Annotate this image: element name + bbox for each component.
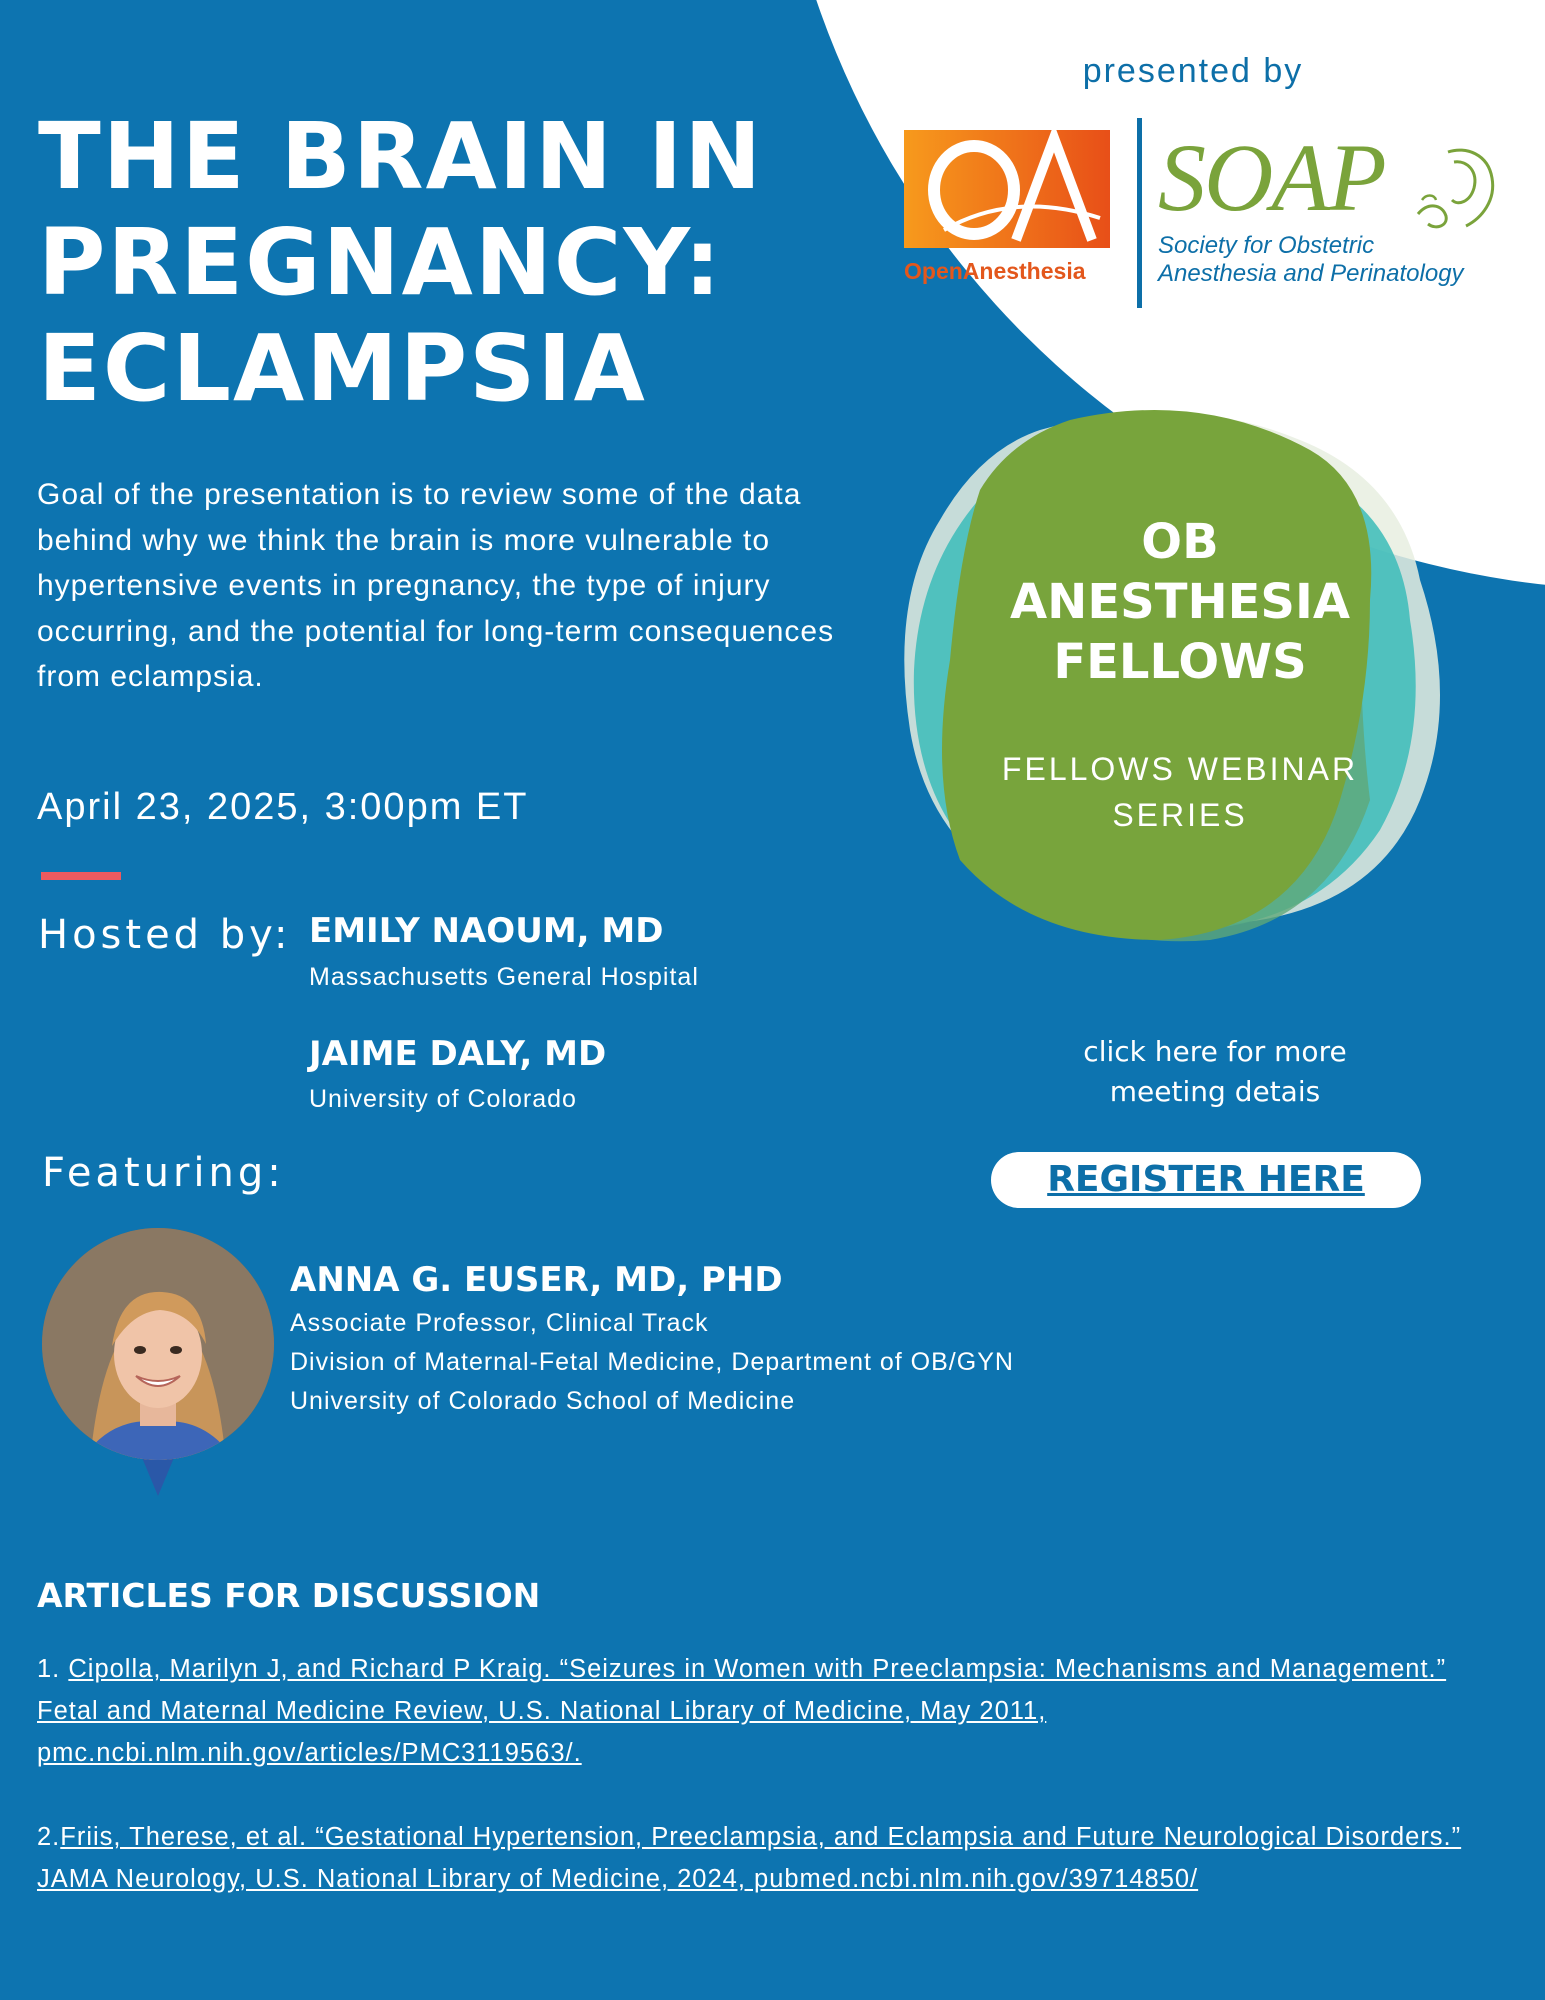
presented-by-label: presented by: [1082, 52, 1304, 90]
page-title: [38, 104, 778, 422]
speaker-affiliation-line: Associate Professor, Clinical Track: [290, 1309, 709, 1337]
article-number: 2.: [37, 1823, 61, 1851]
title-line-3: ECLAMPSIA: [38, 315, 647, 422]
speaker-affiliation-line: University of Colorado School of Medicine: [290, 1387, 796, 1415]
accent-divider: [41, 872, 121, 880]
badge-title-line: OB: [1141, 514, 1219, 570]
article-item: [37, 1648, 1467, 1774]
host-name: EMILY NAOUM, MD: [309, 911, 664, 951]
register-button[interactable]: REGISTER HERE: [991, 1152, 1421, 1208]
soap-tagline-line2: Anesthesia and Perinatology: [1158, 260, 1464, 287]
badge-subtitle: FELLOWS WEBINAR SERIES: [1001, 751, 1359, 833]
logo-divider: [1137, 118, 1142, 308]
event-date: April 23, 2025, 3:00pm ET: [37, 786, 529, 828]
article-link[interactable]: Friis, Therese, et al. “Gestational Hypertension, Preeclampsia, and Eclampsia and Future Neurological Disorders.” JAMA Neurology, U.S. National Library of Medicine, 2024, pubmed.ncbi.nlm.nih.gov/39714850/: [37, 1823, 1462, 1893]
soap-tagline-line1: Society for Obstetric: [1158, 232, 1375, 259]
article-item: [37, 1816, 1467, 1900]
soap-tagline: [1158, 232, 1518, 288]
host-name: JAIME DALY, MD: [309, 1034, 607, 1074]
host-affiliation: University of Colorado: [309, 1085, 577, 1113]
title-line-2: PREGNANCY:: [38, 209, 723, 316]
speaker-photo: [40, 1226, 276, 1496]
openanesthesia-logo: [904, 130, 1114, 290]
speaker-affiliation-line: Division of Maternal-Fetal Medicine, Department of OB/GYN: [290, 1348, 1014, 1376]
badge-title-line: ANESTHESIA: [1010, 574, 1350, 630]
featuring-label: Featuring:: [42, 1150, 285, 1196]
openanesthesia-mark-icon: [904, 130, 1110, 248]
article-link[interactable]: Cipolla, Marilyn J, and Richard P Kraig. “Seizures in Women with Preeclampsia: Mechanisms and Management.” Fetal and Maternal Medicine Review, U.S. National Library of Medicine, May 2011, pmc.ncbi.nlm.nih.gov/articles/PMC3119563/.: [37, 1655, 1447, 1767]
mother-and-baby-icon: [1408, 144, 1506, 236]
meeting-details-note: click here for more meeting detais: [1083, 1035, 1347, 1108]
soap-wordmark: SOAP: [1158, 124, 1385, 231]
speaker-name: ANNA G. EUSER, MD, PHD: [290, 1260, 783, 1300]
soap-logo: [1158, 124, 1510, 300]
hosted-by-label: Hosted by:: [38, 912, 292, 958]
host-affiliation: Massachusetts General Hospital: [309, 963, 699, 991]
title-line-1: THE BRAIN IN: [38, 103, 764, 210]
sponsor-logos: [900, 118, 1510, 308]
presentation-description: Goal of the presentation is to review some of the data behind why we think the brain is more vulnerable to hypertensive events in pregnancy, the type of injury occurring, and the potential for long-term consequences from eclampsia.: [37, 478, 835, 693]
speaker-affiliation: [290, 1304, 1014, 1421]
badge-title-line: FELLOWS: [1053, 634, 1307, 690]
badge-title: [970, 512, 1390, 692]
articles-heading: ARTICLES FOR DISCUSSION: [37, 1576, 541, 1615]
openanesthesia-name: OpenAnesthesia: [904, 258, 1086, 284]
article-number: 1.: [37, 1655, 69, 1683]
